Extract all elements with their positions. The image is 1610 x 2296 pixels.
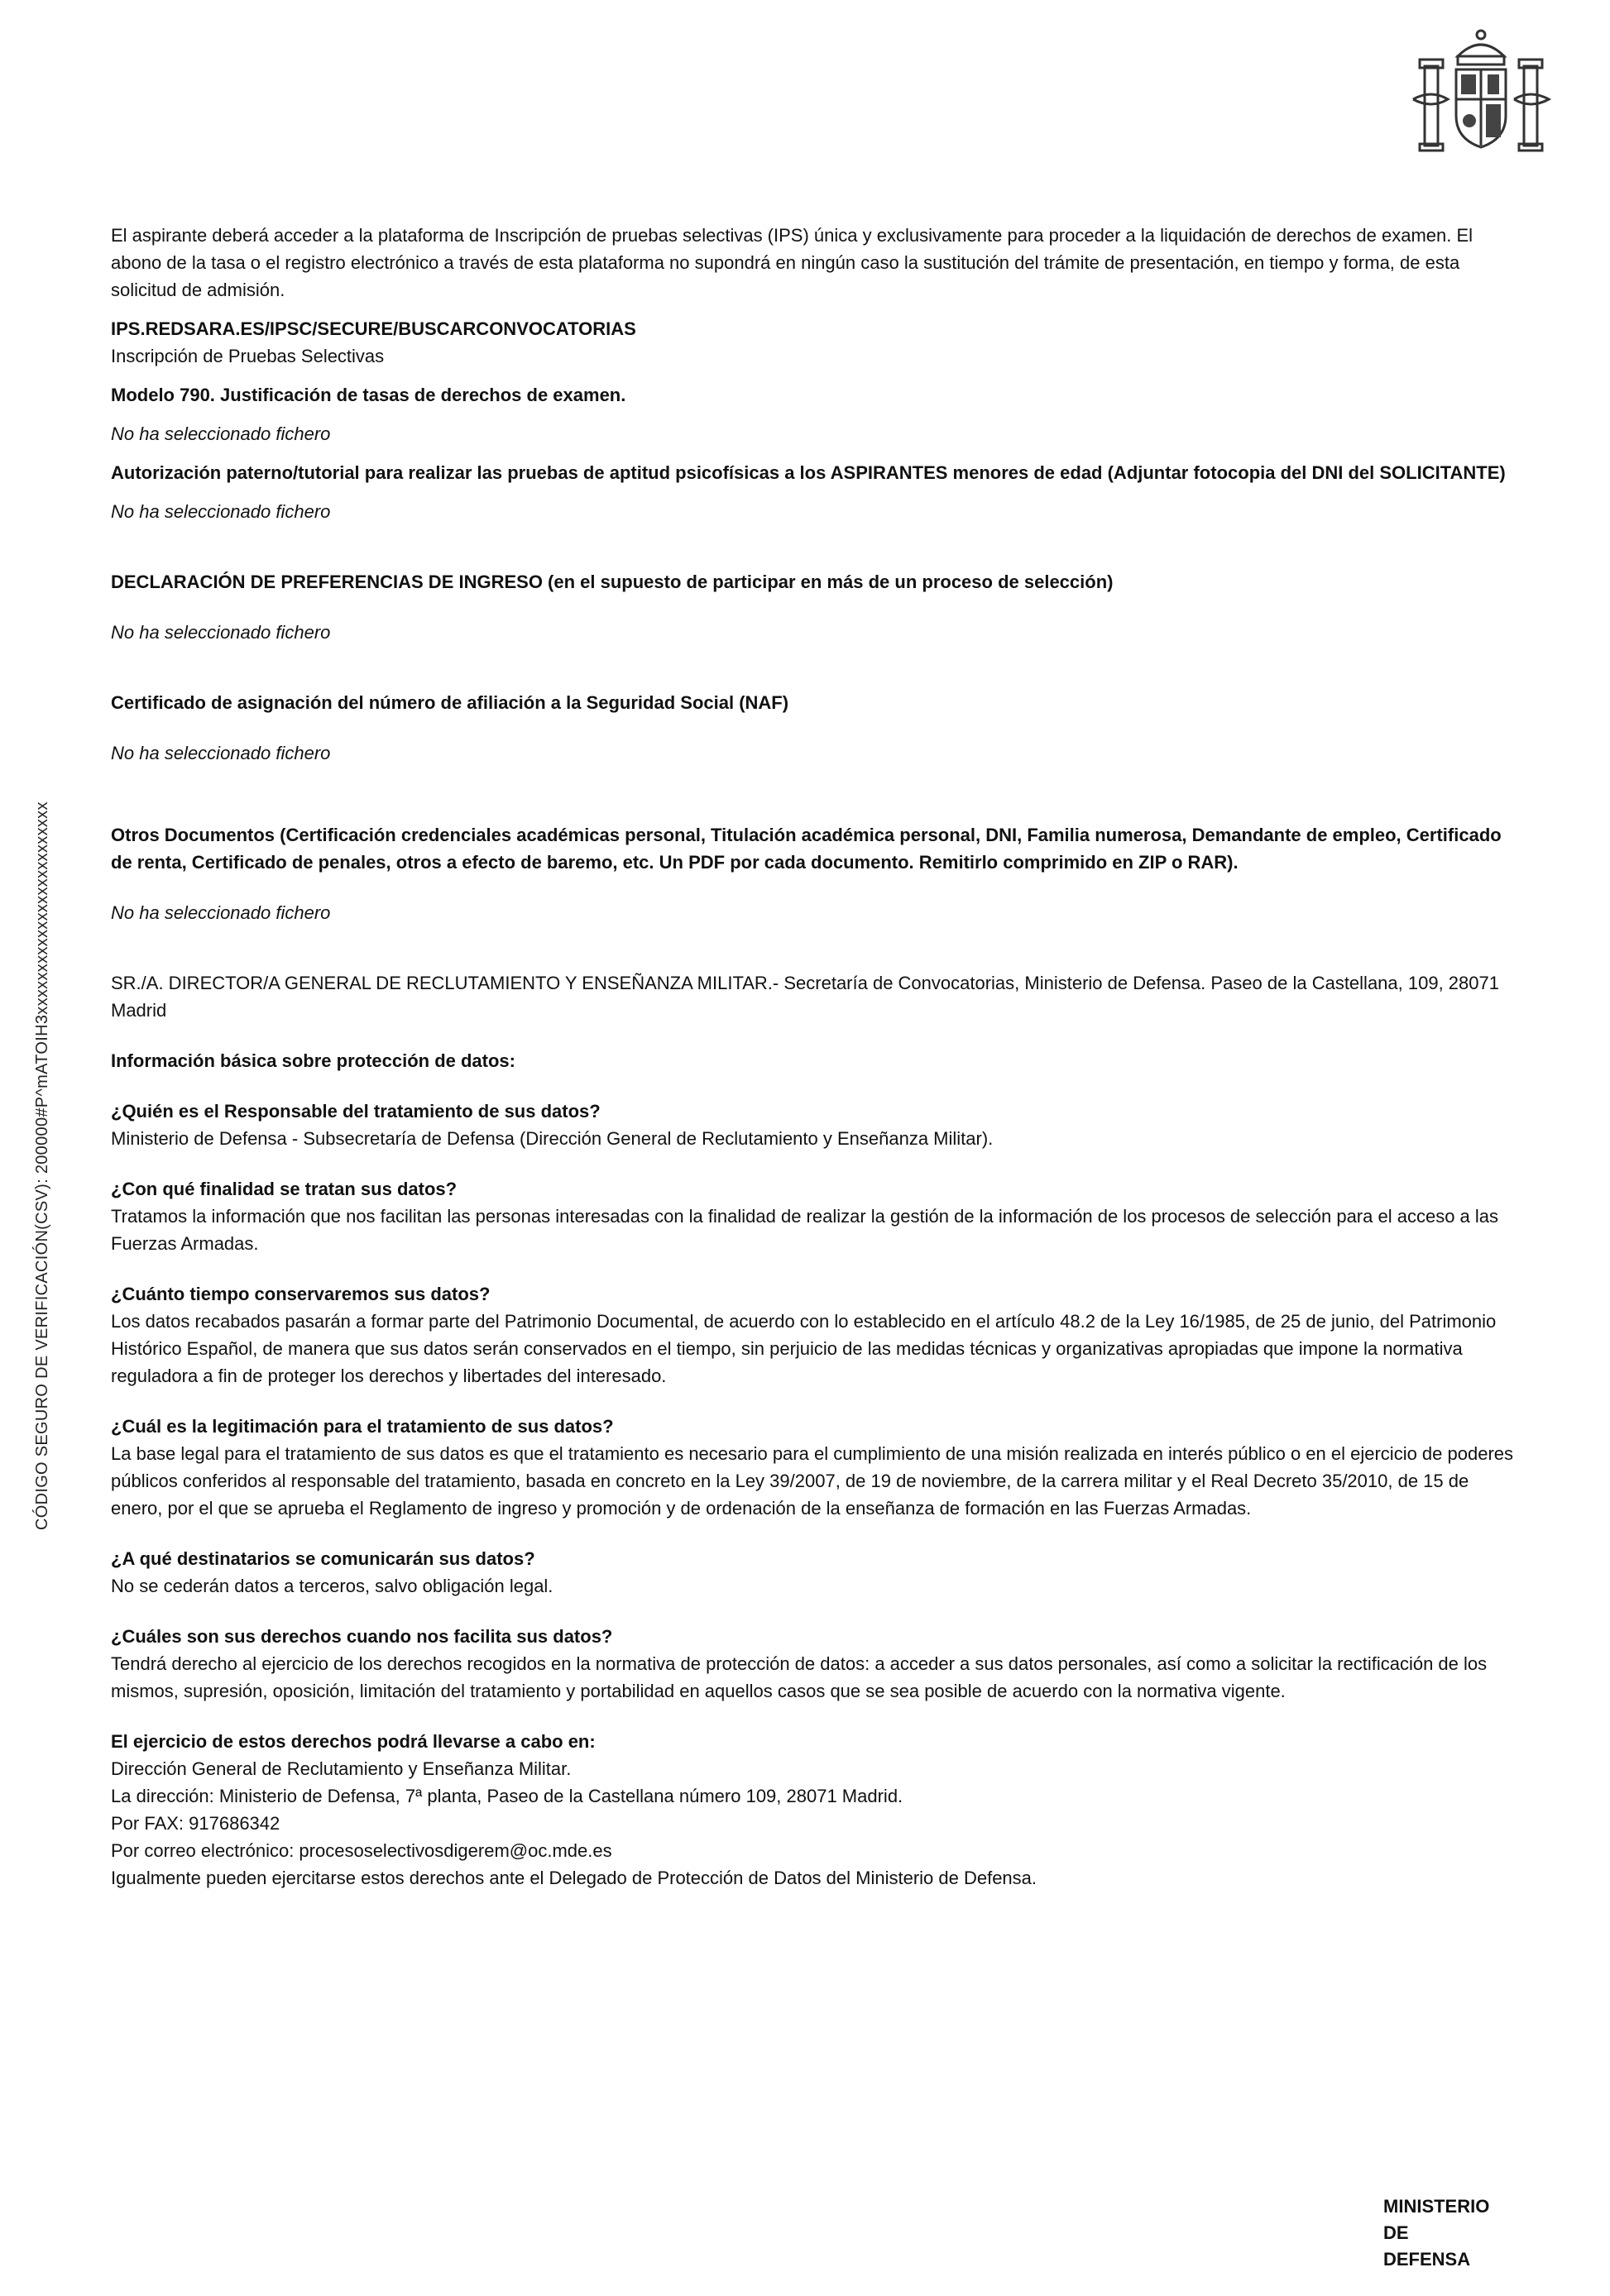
rights-line: Por FAX: 917686342 (111, 1813, 280, 1834)
privacy-answer: Los datos recabados pasarán a formar parte del Patrimonio Documental, de acuerdo con lo establecido en el artículo 48.2 de la Ley 16/1985, de 25 de junio, del Patrimonio Histórico Español, de manera que sus datos serán conservados en el tiempo, sin perjuicio de las medidas técnicas y organizativas apropiadas que impone la normativa reguladora a fin de proteger los derechos y libertades del interesado. (111, 1311, 1497, 1386)
ministry-line: DE (1383, 2222, 1409, 2243)
privacy-question: ¿Cuáles son sus derechos cuando nos facilita sus datos? (111, 1626, 613, 1647)
ips-link[interactable]: IPS.REDSARA.ES/IPSC/SECURE/BUSCARCONVOCATORIAS (111, 318, 636, 339)
attachment-title-tax-model: Modelo 790. Justificación de tasas de derechos de examen. (111, 385, 626, 405)
rights-line: Dirección General de Reclutamiento y Enseñanza Militar. (111, 1758, 572, 1779)
privacy-answer: La base legal para el tratamiento de sus datos es que el tratamiento es necesario para el cumplimiento de una misión realizada en interés público o en el ejercicio de poderes públicos conferidos al responsable del tratamiento, basada en concreto en la Ley 39/2007, de 19 de noviembre, de la carrera militar y el Real Decreto 35/2010, de 15 de enero, por el que se aprueba el Reglamento de ingreso y promoción y de ordenación de la enseñanza de formación en las Fuerzas Armadas. (111, 1443, 1514, 1519)
attachment-file-status: No ha seleccionado fichero (111, 902, 331, 923)
privacy-answer: No se cederán datos a terceros, salvo obligación legal. (111, 1576, 553, 1596)
coat-of-arms-icon (1406, 23, 1555, 155)
attachment-file-status: No ha seleccionado fichero (111, 622, 331, 643)
privacy-question: ¿A qué destinatarios se comunicarán sus datos? (111, 1548, 535, 1569)
ministry-signature (1383, 2193, 1489, 2273)
attachment-title-naf: Certificado de asignación del número de afiliación a la Seguridad Social (NAF) (111, 692, 789, 713)
intro-paragraph: El aspirante deberá acceder a la plataforma de Inscripción de pruebas selectivas (IPS) única y exclusivamente para proceder a la liquidación de derechos de examen. El abono de la tasa o el registro electrónico a través de esta plataforma no supondrá en ningún caso la sustitución del trámite de presentación, en tiempo y forma, de esta solicitud de admisión. (111, 225, 1473, 300)
privacy-title: Información básica sobre protección de datos: (111, 1050, 515, 1071)
verification-code: CÓDIGO SEGURO DE VERIFICACIÓN(CSV): 200000#P^mATOIH3xxxxxxxxxxxxxxxxxxxxxxxxx (33, 801, 51, 1530)
privacy-answer: Ministerio de Defensa - Subsecretaría de Defensa (Dirección General de Reclutamiento y Enseñanza Militar). (111, 1128, 994, 1149)
privacy-question: ¿Con qué finalidad se tratan sus datos? (111, 1179, 458, 1199)
rights-line: La dirección: Ministerio de Defensa, 7ª planta, Paseo de la Castellana número 109, 28071 Madrid. (111, 1786, 903, 1806)
privacy-answer: Tratamos la información que nos facilitan las personas interesadas con la finalidad de realizar la gestión de la información de los procesos de selección para el acceso a las Fuerzas Armadas. (111, 1206, 1499, 1254)
ministry-line: DEFENSA (1383, 2249, 1471, 2270)
rights-title: El ejercicio de estos derechos podrá llevarse a cabo en: (111, 1731, 596, 1752)
attachment-file-status: No ha seleccionado fichero (111, 501, 331, 522)
privacy-question: ¿Cuál es la legitimación para el tratamiento de sus datos? (111, 1416, 614, 1437)
ministry-line: MINISTERIO (1383, 2196, 1490, 2217)
rights-email-line[interactable]: Por correo electrónico: procesoselectivosdigerem@oc.mde.es (111, 1840, 612, 1861)
privacy-question: ¿Cuánto tiempo conservaremos sus datos? (111, 1284, 491, 1304)
rights-line: Igualmente pueden ejercitarse estos derechos ante el Delegado de Protección de Datos del Ministerio de Defensa. (111, 1868, 1037, 1888)
document-body (111, 222, 1517, 1892)
recipient-address: SR./A. DIRECTOR/A GENERAL DE RECLUTAMIENTO Y ENSEÑANZA MILITAR.- Secretaría de Convocatorias, Ministerio de Defensa. Paseo de la Castellana, 109, 28071 Madrid (111, 973, 1499, 1021)
ips-name: Inscripción de Pruebas Selectivas (111, 346, 385, 366)
attachment-file-status: No ha seleccionado fichero (111, 743, 331, 763)
privacy-answer: Tendrá derecho al ejercicio de los derechos recogidos en la normativa de protección de datos: a acceder a sus datos personales, así como a solicitar la rectificación de los mismos, supresión, oposición, limitación del tratamiento y portabilidad en aquellos casos que se sea posible de acuerdo con la normativa vigente. (111, 1653, 1488, 1701)
attachment-title-other-documents: Otros Documentos (Certificación credenciales académicas personal, Titulación académica personal, DNI, Familia numerosa, Demandante de empleo, Certificado de renta, Certificado de penales, otros a efecto de baremo, etc. Un PDF por cada documento. Remitirlo comprimido en ZIP o RAR). (111, 825, 1502, 873)
attachment-file-status: No ha seleccionado fichero (111, 423, 331, 444)
attachment-title-parental-authorization: Autorización paterno/tutorial para realizar las pruebas de aptitud psicofísicas a los ASPIRANTES menores de edad (Adjuntar fotocopia del DNI del SOLICITANTE) (111, 462, 1506, 483)
attachment-title-preferences: DECLARACIÓN DE PREFERENCIAS DE INGRESO (en el supuesto de participar en más de un proceso de selección) (111, 572, 1114, 592)
privacy-question: ¿Quién es el Responsable del tratamiento de sus datos? (111, 1101, 601, 1122)
